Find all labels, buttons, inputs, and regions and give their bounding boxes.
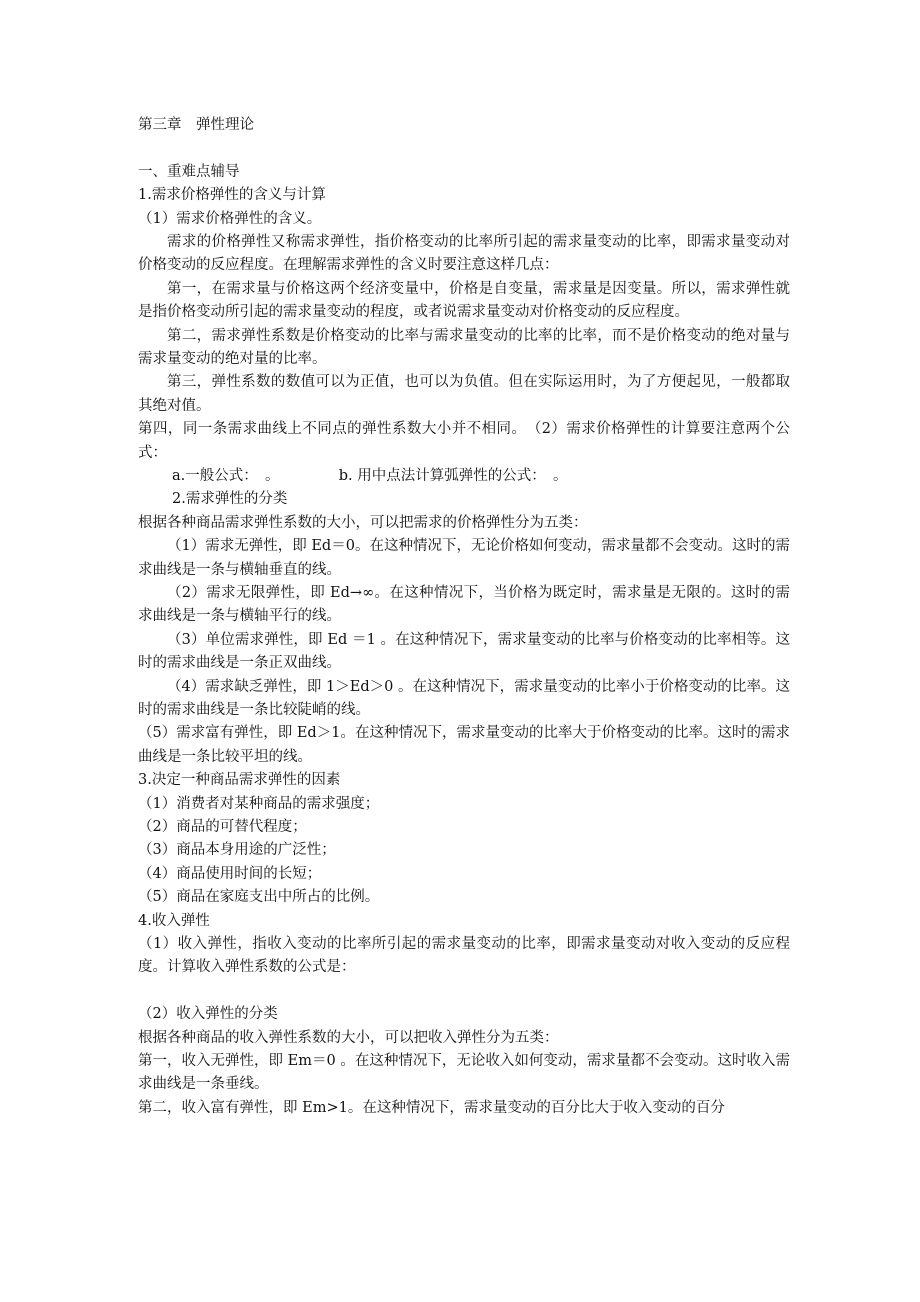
list-item: （1）消费者对某种商品的需求强度； (138, 795, 380, 812)
formula-general: a.一般公式： 。 (172, 468, 280, 485)
paragraph: （1）收入弹性，指收入变动的比率所引起的需求量变动的比率，即需求量变动对收入变动的反应程度。计算收入弹性系数的公式是： (138, 936, 790, 976)
chapter-title: 第三章 弹性理论 (138, 117, 254, 133)
sub-heading: （1）需求价格弹性的含义。 (138, 210, 322, 227)
list-item: 第一，收入无弹性，即 Em＝0 。在这种情况下，无论收入如何变动，需求量都不会变动。这时收入需求曲线是一条垂线。 (138, 1052, 790, 1093)
formula-midpoint: b. 用中点法计算弧弹性的公式： 。 (338, 468, 568, 485)
list-item: （4）需求缺乏弹性，即 1＞Ed＞0 。在这种情况下，需求量变动的比率小于价格变动的比率。这时的需求曲线是一条比较陡峭的线。 (138, 678, 790, 719)
paragraph: 根据各种商品的收入弹性系数的大小，可以把收入弹性分为五类： (138, 1029, 559, 1046)
blank-line (138, 980, 790, 1003)
subsection-title: 1.需求价格弹性的含义与计算 (138, 187, 326, 204)
paragraph: 第三，弹性系数的数值可以为正值，也可以为负值。但在实际运用时，为了方便起见，一般都取其绝对值。 (138, 374, 790, 414)
list-item: （3）单位需求弹性，即 Ed ＝1 。在这种情况下，需求量变动的比率与价格变动的比率相等。这时的需求曲线是一条正双曲线。 (138, 631, 790, 672)
paragraph: 第二，需求弹性系数是价格变动的比率与需求量变动的比率的比率，而不是价格变动的绝对量与需求量变动的绝对量的比率。 (138, 327, 790, 367)
list-item: 第二，收入富有弹性，即 Em>1。在这种情况下，需求量变动的百分比大于收入变动的百分 (138, 1099, 725, 1116)
subsection-title: 2.需求弹性的分类 (172, 491, 288, 508)
paragraph: 根据各种商品需求弹性系数的大小，可以把需求的价格弹性分为五类： (138, 514, 588, 531)
paragraph: 需求的价格弹性又称需求弹性，指价格变动的比率所引起的需求量变动的比率，即需求量变动对价格变动的反应程度。在理解需求弹性的含义时要注意这样几点： (138, 233, 790, 274)
document-page (138, 114, 790, 1120)
list-item: （5）商品在家庭支出中所占的比例。 (138, 889, 380, 906)
subsection-title: 4.收入弹性 (138, 912, 210, 929)
sub-heading: （2）收入弹性的分类 (138, 1006, 278, 1023)
section-heading: 一、重难点辅导 (138, 163, 240, 180)
list-item: （5）需求富有弹性，即 Ed＞1。在这种情况下，需求量变动的比率大于价格变动的比率。这时的需求曲线是一条比较平坦的线。 (138, 725, 790, 765)
formula-line (138, 465, 790, 488)
list-item: （2）需求无限弹性，即 Ed→∞。在这种情况下，当价格为既定时，需求量是无限的。这时的需求曲线是一条与横轴平行的线。 (138, 585, 790, 625)
list-item: （4）商品使用时间的长短； (138, 865, 322, 882)
list-item: （1）需求无弹性，即 Ed＝0。在这种情况下，无论价格如何变动，需求量都不会变动。这时的需求曲线是一条与横轴垂直的线。 (138, 538, 790, 578)
paragraph: 第四，同一条需求曲线上不同点的弹性系数大小并不相同。 （2）需求价格弹性的计算要注意两个公式： (138, 421, 790, 461)
list-item: （2）商品的可替代程度； (138, 819, 307, 836)
paragraph: 第一，在需求量与价格这两个经济变量中，价格是自变量，需求量是因变量。所以，需求弹性就是指价格变动所引起的需求量变动的程度，或者说需求量变动对价格变动的反应程度。 (138, 280, 790, 321)
subsection-title: 3.决定一种商品需求弹性的因素 (138, 772, 341, 789)
list-item: （3）商品本身用途的广泛性； (138, 842, 336, 859)
